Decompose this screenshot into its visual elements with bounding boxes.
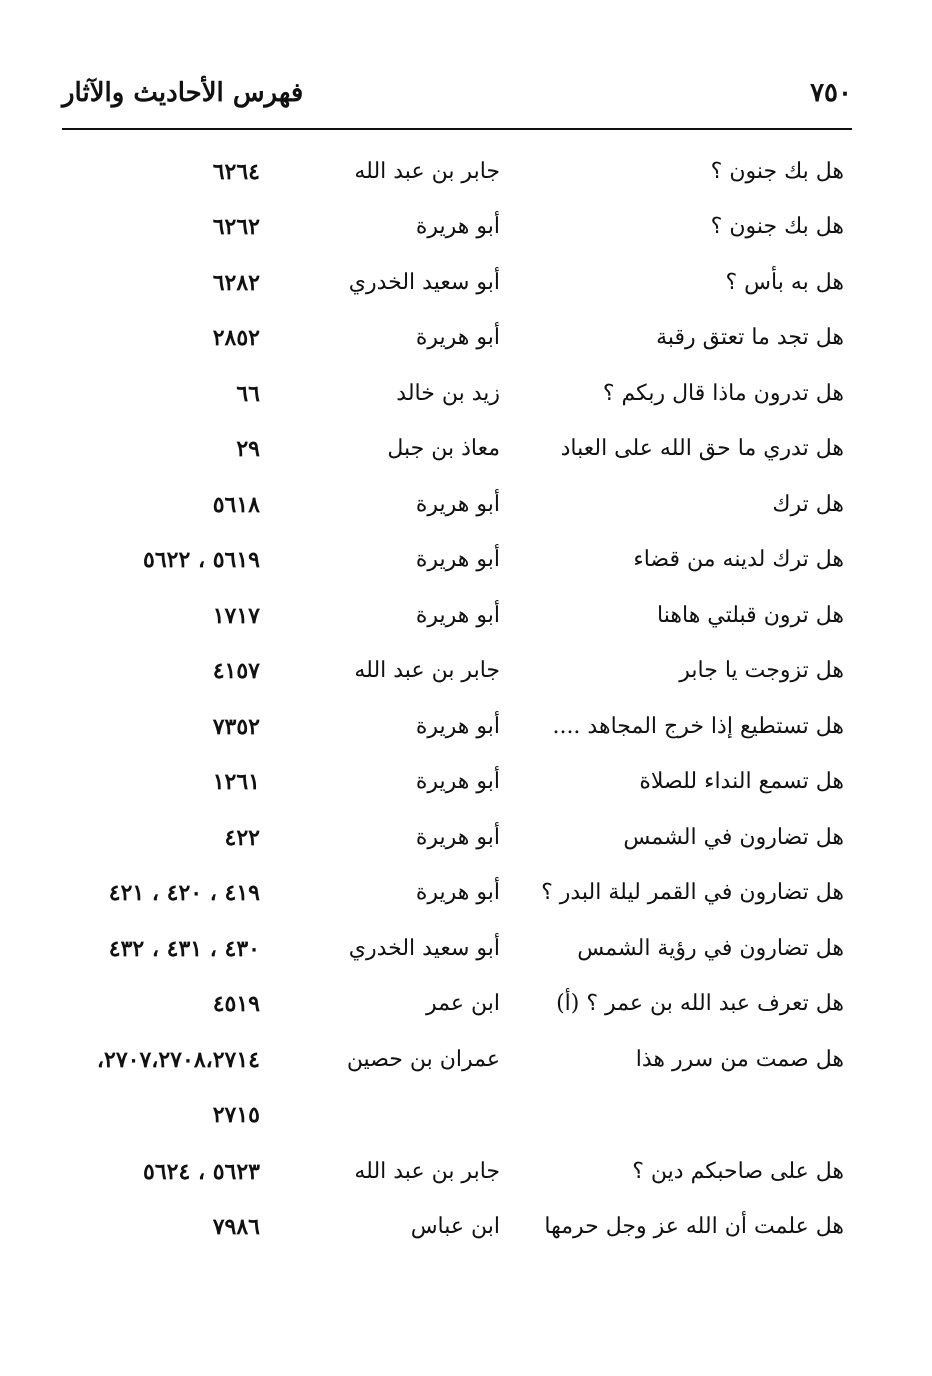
- hadith-numbers: ٢٧١٥: [212, 1102, 260, 1128]
- hadith-numbers: ٦٦: [236, 381, 260, 407]
- hadith-text: هل تجد ما تعتق رقبة: [656, 325, 844, 350]
- index-row: [0, 540, 932, 580]
- index-row: [0, 873, 932, 913]
- hadith-numbers: ٧٣٥٢: [212, 714, 260, 740]
- narrator-name: ابن عباس: [410, 1214, 500, 1239]
- hadith-numbers: ٦٢٦٤: [212, 159, 260, 185]
- hadith-numbers: ٢٨٥٢: [212, 325, 260, 351]
- index-row: [0, 152, 932, 192]
- hadith-text: هل صمت من سرر هذا: [635, 1047, 844, 1072]
- index-row: [0, 984, 932, 1024]
- index-row: [0, 374, 932, 414]
- hadith-numbers: ٤٢٢: [224, 825, 260, 851]
- narrator-name: أبو هريرة: [415, 769, 500, 794]
- narrator-name: أبو هريرة: [415, 492, 500, 517]
- index-row: [0, 263, 932, 303]
- narrator-name: أبو هريرة: [415, 603, 500, 628]
- narrator-name: معاذ بن جبل: [387, 436, 500, 461]
- hadith-text: هل تدرون ماذا قال ربكم ؟: [602, 381, 844, 406]
- hadith-text: هل تستطيع إذا خرج المجاهد ....: [552, 714, 844, 739]
- narrator-name: جابر بن عبد الله: [354, 658, 500, 683]
- hadith-numbers: ٤٥١٩: [212, 991, 260, 1017]
- narrator-name: ابن عمر: [426, 991, 500, 1016]
- hadith-text: هل بك جنون ؟: [710, 159, 844, 184]
- hadith-numbers: ٥٦١٩ ، ٥٦٢٢: [143, 547, 260, 573]
- hadith-numbers: ٦٢٦٢: [212, 214, 260, 240]
- page-header: [62, 78, 852, 118]
- header-divider: [62, 128, 852, 130]
- narrator-name: زيد بن خالد: [396, 381, 500, 406]
- index-row: [0, 762, 932, 802]
- narrator-name: أبو هريرة: [415, 214, 500, 239]
- hadith-numbers: ١٧١٧: [212, 603, 260, 629]
- index-row: [0, 929, 932, 969]
- index-row: [0, 1040, 932, 1080]
- hadith-text: هل تعرف عبد الله بن عمر ؟ (أ): [556, 991, 844, 1016]
- hadith-text: هل تضارون في الشمس: [623, 825, 844, 850]
- hadith-numbers: ٢٧٠٧،٢٧٠٨،٢٧١٤،: [96, 1047, 260, 1073]
- hadith-numbers: ١٢٦١: [212, 769, 260, 795]
- hadith-text: هل تضارون في القمر ليلة البدر ؟: [541, 880, 844, 905]
- hadith-numbers: ٧٩٨٦: [212, 1214, 260, 1240]
- hadith-text: هل ترك: [772, 492, 844, 517]
- narrator-name: أبو سعيد الخدري: [348, 270, 500, 295]
- index-row: [0, 596, 932, 636]
- index-row: [0, 1095, 932, 1135]
- running-title: فهرس الأحاديث والآثار: [62, 78, 304, 108]
- hadith-text: هل به بأس ؟: [725, 270, 844, 295]
- hadith-text: هل علمت أن الله عز وجل حرمها: [544, 1214, 844, 1239]
- page-number: ٧٥٠: [810, 78, 852, 108]
- hadith-text: هل ترون قبلتي هاهنا: [657, 603, 844, 628]
- index-row: [0, 485, 932, 525]
- narrator-name: عمران بن حصين: [346, 1047, 500, 1072]
- hadith-text: هل ترك لدينه من قضاء: [633, 547, 844, 572]
- narrator-name: أبو سعيد الخدري: [348, 936, 500, 961]
- hadith-numbers: ٢٩: [236, 436, 260, 462]
- hadith-text: هل تدري ما حق الله على العباد: [560, 436, 844, 461]
- hadith-text: هل على صاحبكم دين ؟: [632, 1159, 844, 1184]
- narrator-name: أبو هريرة: [415, 325, 500, 350]
- index-row: [0, 707, 932, 747]
- hadith-numbers: ٤١٩ ، ٤٢٠ ، ٤٢١: [108, 880, 260, 906]
- narrator-name: أبو هريرة: [415, 714, 500, 739]
- hadith-numbers: ٥٦١٨: [212, 492, 260, 518]
- narrator-name: أبو هريرة: [415, 825, 500, 850]
- index-row: [0, 818, 932, 858]
- hadith-text: هل بك جنون ؟: [710, 214, 844, 239]
- hadith-numbers: ٥٦٢٣ ، ٥٦٢٤: [143, 1159, 260, 1185]
- index-row: [0, 207, 932, 247]
- hadith-numbers: ٦٢٨٢: [212, 270, 260, 296]
- hadith-text: هل تسمع النداء للصلاة: [639, 769, 844, 794]
- hadith-text: هل تزوجت يا جابر: [679, 658, 844, 683]
- hadith-numbers: ٤٣٠ ، ٤٣١ ، ٤٣٢: [108, 936, 260, 962]
- narrator-name: جابر بن عبد الله: [354, 159, 500, 184]
- hadith-numbers: ٤١٥٧: [212, 658, 260, 684]
- hadith-text: هل تضارون في رؤية الشمس: [577, 936, 844, 961]
- index-row: [0, 651, 932, 691]
- narrator-name: أبو هريرة: [415, 547, 500, 572]
- index-row: [0, 1152, 932, 1192]
- index-row: [0, 1207, 932, 1247]
- index-row: [0, 318, 932, 358]
- narrator-name: أبو هريرة: [415, 880, 500, 905]
- narrator-name: جابر بن عبد الله: [354, 1159, 500, 1184]
- index-row: [0, 429, 932, 469]
